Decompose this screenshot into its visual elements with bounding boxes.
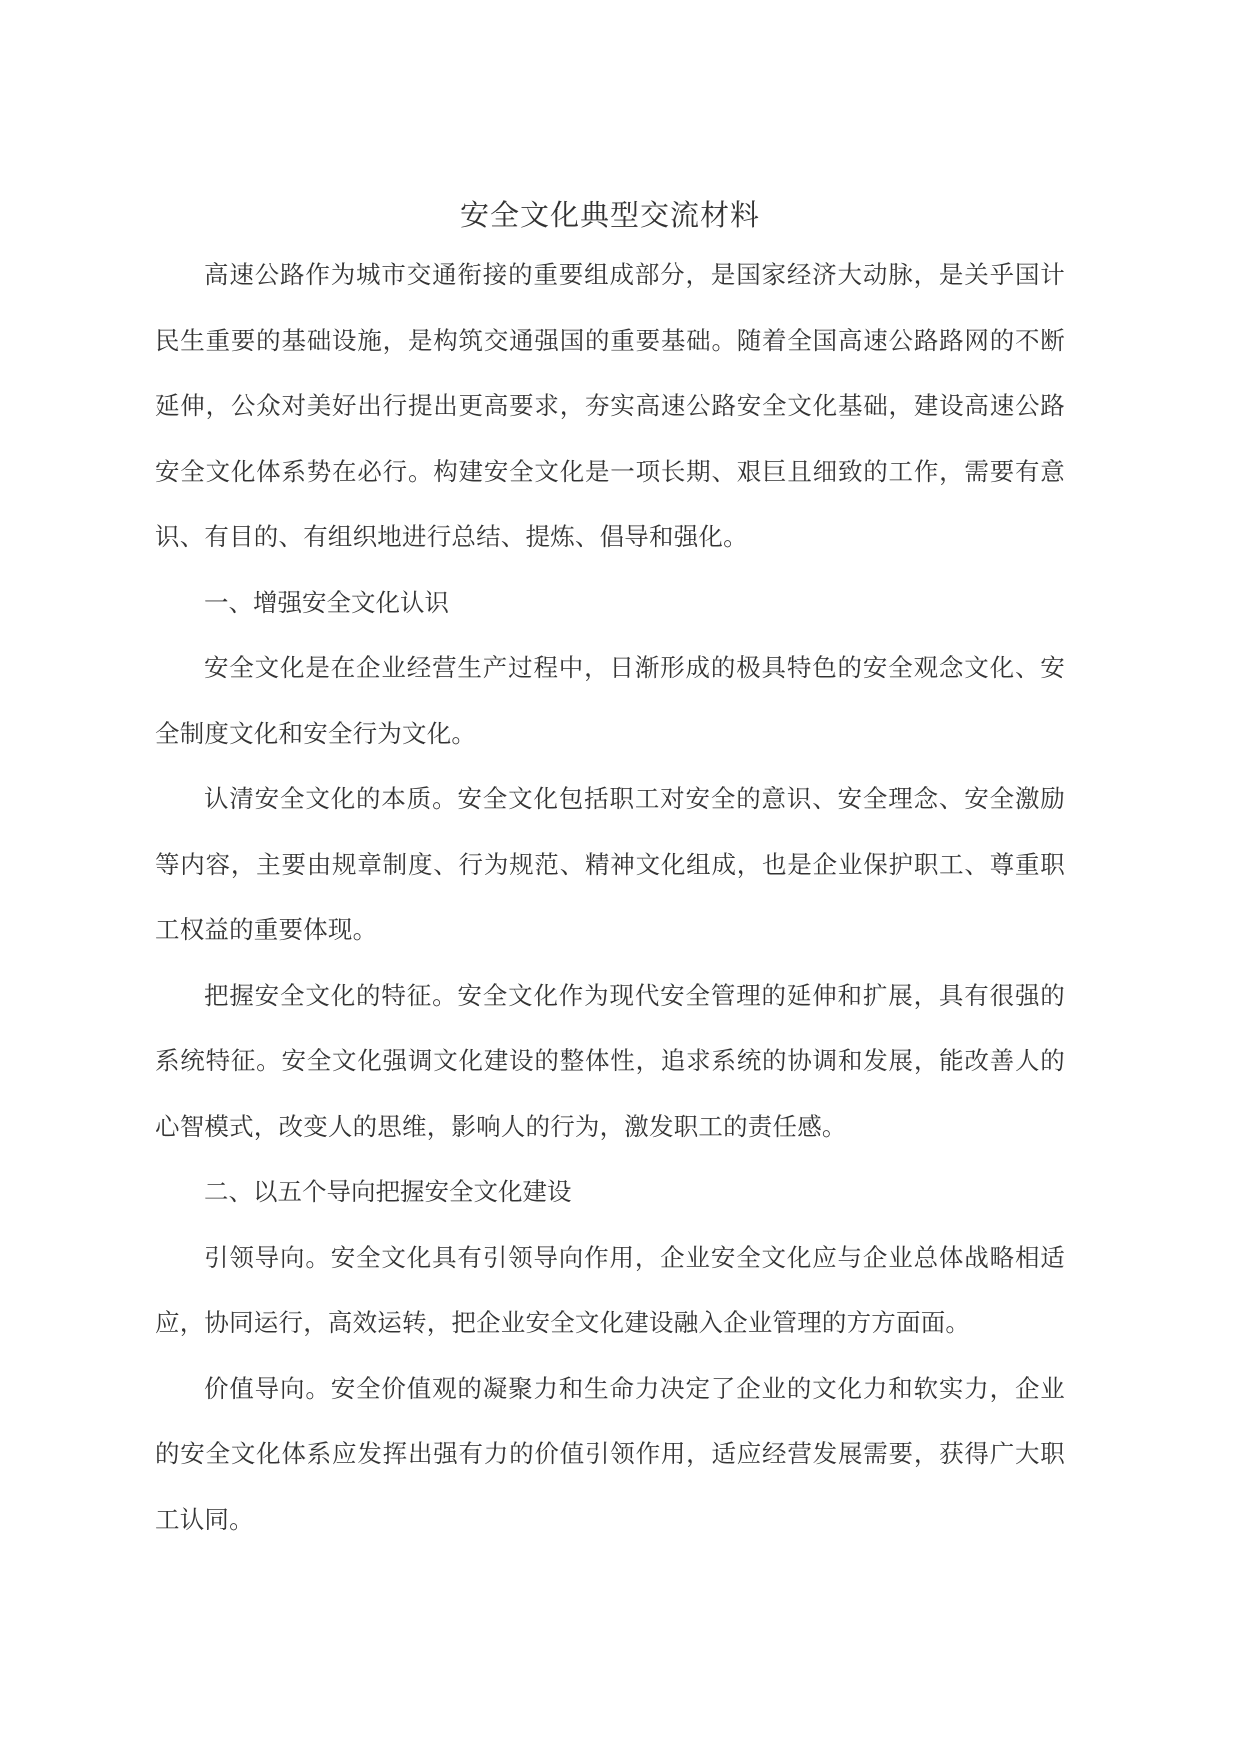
section-heading-1: 一、增强安全文化认识 — [204, 587, 449, 617]
document-body — [155, 192, 1065, 1552]
body-paragraph: 安全文化是在企业经营生产过程中，日渐形成的极具特色的安全观念文化、安全制度文化和安全行为文化。 — [155, 653, 1065, 748]
document-title: 安全文化典型交流材料 — [459, 198, 760, 232]
body-paragraph: 价值导向。安全价值观的凝聚力和生命力决定了企业的文化力和软实力，企业的安全文化体系应发挥出强有力的价值引领作用，适应经营发展需要，获得广大职工认同。 — [155, 1373, 1065, 1534]
intro-paragraph: 高速公路作为城市交通衔接的重要组成部分，是国家经济大动脉，是关乎国计民生重要的基础设施，是构筑交通强国的重要基础。随着全国高速公路路网的不断延伸，公众对美好出行提出更高要求，夯实高速公路安全文化基础，建设高速公路安全文化体系势在必行。构建安全文化是一项长期、艰巨且细致的工作，需要有意识、有目的、有组织地进行总结、提炼、倡导和强化。 — [155, 260, 1065, 551]
body-paragraph: 认清安全文化的本质。安全文化包括职工对安全的意识、安全理念、安全激励等内容，主要由规章制度、行为规范、精神文化组成，也是企业保护职工、尊重职工权益的重要体现。 — [155, 784, 1065, 944]
body-paragraph: 引领导向。安全文化具有引领导向作用，企业安全文化应与企业总体战略相适应，协同运行，高效运转，把企业安全文化建设融入企业管理的方方面面。 — [155, 1242, 1065, 1337]
body-paragraph: 把握安全文化的特征。安全文化作为现代安全管理的延伸和扩展，具有很强的系统特征。安全文化强调文化建设的整体性，追求系统的协调和发展，能改善人的心智模式，改变人的思维，影响人的行为，激发职工的责任感。 — [155, 980, 1065, 1141]
section-heading-2: 二、以五个导向把握安全文化建设 — [204, 1177, 572, 1206]
